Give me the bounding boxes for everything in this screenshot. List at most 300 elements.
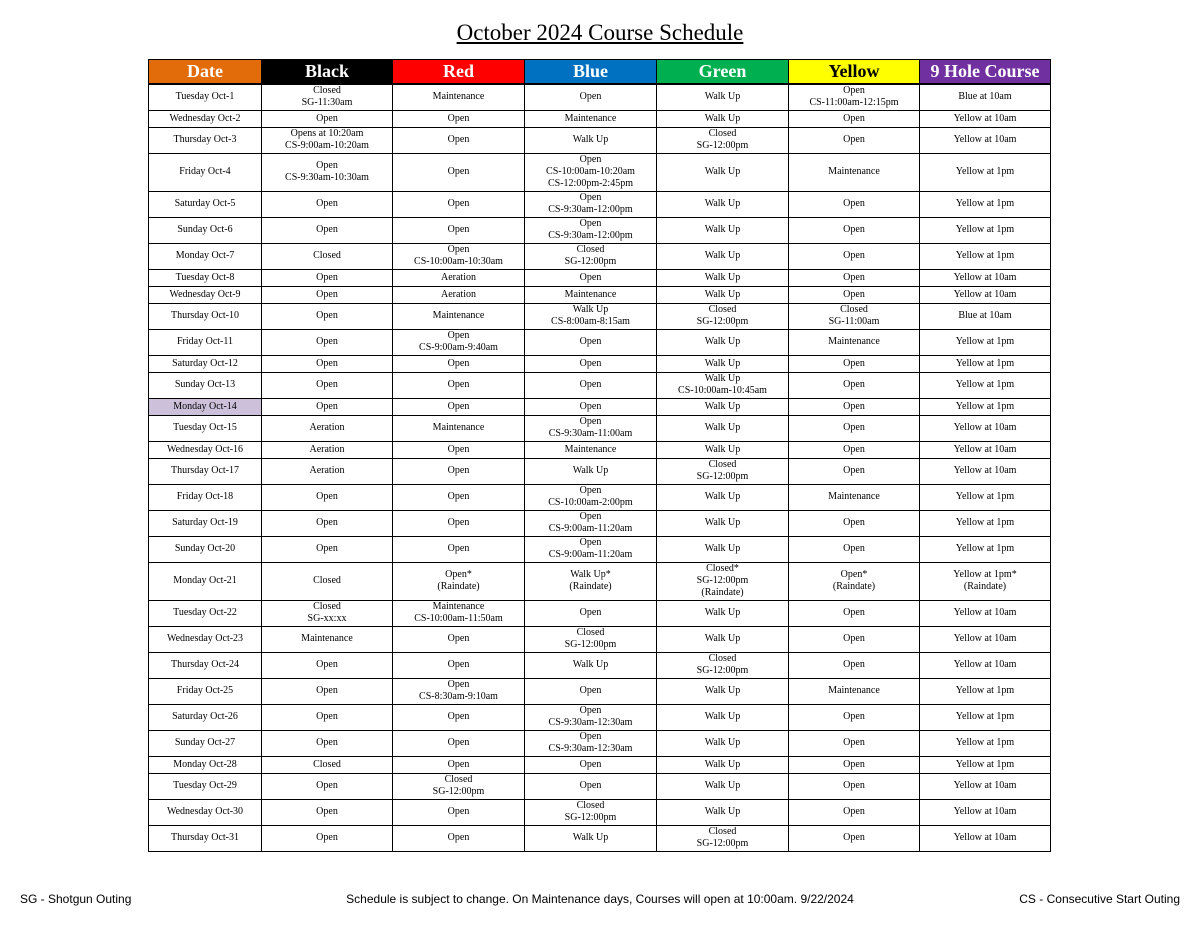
cell-blue <box>525 441 657 458</box>
cell-text: CS-10:00am-10:30am <box>414 256 503 267</box>
cell-9-hole <box>920 191 1051 217</box>
cell-text: Yellow at 1pm <box>955 517 1015 528</box>
cell-black <box>262 415 393 441</box>
cell-red <box>393 458 525 484</box>
table-row <box>149 510 1051 536</box>
cell-9-hole <box>920 355 1051 372</box>
cell-text: SG-12:00pm <box>564 256 617 267</box>
cell-text: CS-9:00am-10:20am <box>285 140 369 151</box>
cell-text: Yellow at 1pm <box>955 491 1015 502</box>
cell-yellow <box>789 286 920 303</box>
table-row <box>149 458 1051 484</box>
table-row <box>149 600 1051 626</box>
cell-text: Maintenance <box>301 633 353 644</box>
cell-text: Closed <box>708 304 737 315</box>
cell-text: Open <box>447 224 470 235</box>
date-cell: Saturday Oct-5 <box>149 191 262 217</box>
cell-blue <box>525 329 657 355</box>
cell-9-hole <box>920 372 1051 398</box>
cell-black <box>262 303 393 329</box>
table-row <box>149 484 1051 510</box>
cell-9-hole <box>920 303 1051 329</box>
cell-green <box>657 678 789 704</box>
cell-text: Open <box>843 112 865 124</box>
cell-text: Walk Up <box>704 198 741 209</box>
table-row <box>149 398 1051 415</box>
cell-text: Maintenance <box>828 491 880 502</box>
cell-text: Open <box>316 659 338 670</box>
cell-yellow <box>789 243 920 269</box>
cell-red <box>393 600 525 626</box>
date-cell: Saturday Oct-12 <box>149 355 262 372</box>
table-row <box>149 441 1051 458</box>
cell-text: Yellow at 1pm <box>955 357 1015 369</box>
cell-blue <box>525 398 657 415</box>
table-row <box>149 626 1051 652</box>
cell-yellow <box>789 825 920 851</box>
footer-legend-sg: SG - Shotgun Outing <box>20 892 132 906</box>
cell-text: Maintenance <box>564 443 617 455</box>
cell-red <box>393 355 525 372</box>
cell-text: SG-12:00pm <box>696 665 749 676</box>
cell-text: Open <box>316 271 338 283</box>
cell-black <box>262 191 393 217</box>
cell-black <box>262 269 393 286</box>
cell-blue <box>525 303 657 329</box>
cell-text: Closed <box>708 826 737 837</box>
cell-black <box>262 153 393 191</box>
cell-yellow <box>789 600 920 626</box>
cell-9-hole <box>920 730 1051 756</box>
cell-green <box>657 773 789 799</box>
cell-green <box>657 243 789 269</box>
cell-text: SG-11:00am <box>828 316 880 327</box>
cell-text: Yellow at 10am <box>953 443 1017 455</box>
column-header-black: Black <box>262 60 393 85</box>
date-cell: Wednesday Oct-23 <box>149 626 262 652</box>
cell-text: Closed <box>576 244 605 255</box>
cell-text: Walk Up <box>704 711 741 722</box>
date-cell: Tuesday Oct-15 <box>149 415 262 441</box>
cell-blue <box>525 84 657 110</box>
cell-text: Closed <box>313 85 341 97</box>
cell-blue <box>525 286 657 303</box>
cell-text: Open <box>316 400 338 412</box>
cell-blue <box>525 799 657 825</box>
cell-text: Open <box>579 336 602 347</box>
cell-black <box>262 510 393 536</box>
cell-yellow <box>789 110 920 127</box>
cell-text: Open <box>447 379 470 390</box>
cell-text: Open <box>316 288 338 300</box>
cell-black <box>262 536 393 562</box>
cell-text: Aeration <box>309 443 345 455</box>
cell-text: Walk Up <box>704 400 741 412</box>
cell-9-hole <box>920 127 1051 153</box>
cell-green <box>657 536 789 562</box>
cell-text: Open <box>843 224 865 235</box>
cell-text: Closed <box>444 774 473 785</box>
cell-blue <box>525 110 657 127</box>
cell-text: Yellow at 1pm* <box>953 569 1017 580</box>
cell-text: Yellow at 10am <box>953 832 1017 843</box>
cell-text: Closed <box>840 304 868 315</box>
cell-text: Open <box>579 154 602 165</box>
table-row <box>149 243 1051 269</box>
table-row <box>149 756 1051 773</box>
cell-yellow <box>789 704 920 730</box>
cell-text: (Raindate) <box>437 581 480 592</box>
cell-text: Open <box>579 416 602 427</box>
table-row <box>149 286 1051 303</box>
cell-yellow <box>789 799 920 825</box>
cell-text: Aeration <box>309 465 345 476</box>
cell-yellow <box>789 303 920 329</box>
cell-red <box>393 153 525 191</box>
cell-black <box>262 484 393 510</box>
cell-text: Walk Up <box>704 443 741 455</box>
cell-red <box>393 652 525 678</box>
cell-text: Open <box>316 379 338 390</box>
cell-red <box>393 84 525 110</box>
cell-9-hole <box>920 243 1051 269</box>
cell-blue <box>525 600 657 626</box>
cell-text: (Raindate) <box>569 581 612 592</box>
cell-text: CS-10:00am-2:00pm <box>548 497 633 508</box>
cell-text: Open <box>579 705 602 716</box>
date-cell: Monday Oct-7 <box>149 243 262 269</box>
cell-9-hole <box>920 458 1051 484</box>
header-row <box>149 60 1051 85</box>
cell-text: Open <box>316 160 338 171</box>
cell-text: Open <box>579 91 602 103</box>
page-title: October 2024 Course Schedule <box>456 20 744 45</box>
cell-yellow <box>789 773 920 799</box>
cell-text: Walk Up <box>704 166 741 177</box>
cell-green <box>657 110 789 127</box>
table-row <box>149 678 1051 704</box>
cell-9-hole <box>920 484 1051 510</box>
cell-yellow <box>789 536 920 562</box>
table-row <box>149 730 1051 756</box>
cell-text: Yellow at 10am <box>953 465 1017 476</box>
cell-text: Walk Up <box>704 373 741 384</box>
cell-black <box>262 84 393 110</box>
cell-green <box>657 286 789 303</box>
cell-text: Walk Up* <box>570 569 611 580</box>
footer-legend-cs: CS - Consecutive Start Outing <box>1019 892 1180 906</box>
cell-yellow <box>789 562 920 600</box>
cell-blue <box>525 510 657 536</box>
cell-yellow <box>789 756 920 773</box>
date-cell: Tuesday Oct-8 <box>149 269 262 286</box>
cell-text: Yellow at 1pm <box>955 685 1015 696</box>
cell-black <box>262 730 393 756</box>
cell-yellow <box>789 441 920 458</box>
table-row <box>149 127 1051 153</box>
cell-black <box>262 127 393 153</box>
cell-red <box>393 510 525 536</box>
cell-text: Open <box>579 780 602 791</box>
cell-text: Yellow at 1pm <box>955 400 1015 412</box>
cell-yellow <box>789 127 920 153</box>
cell-9-hole <box>920 510 1051 536</box>
cell-yellow <box>789 355 920 372</box>
cell-blue <box>525 626 657 652</box>
cell-text: Open <box>316 112 338 124</box>
date-cell: Wednesday Oct-16 <box>149 441 262 458</box>
cell-text: Open <box>843 288 865 300</box>
cell-green <box>657 191 789 217</box>
cell-text: Open <box>843 379 865 390</box>
cell-9-hole <box>920 678 1051 704</box>
cell-text: Open <box>843 659 865 670</box>
cell-text: Maintenance <box>432 91 485 103</box>
cell-blue <box>525 217 657 243</box>
date-cell: Wednesday Oct-2 <box>149 110 262 127</box>
cell-green <box>657 484 789 510</box>
cell-text: Yellow at 1pm <box>955 543 1015 554</box>
date-cell: Monday Oct-21 <box>149 562 262 600</box>
cell-text: Open <box>316 336 338 347</box>
cell-text: Open <box>316 224 338 235</box>
cell-text: Walk Up <box>704 288 741 300</box>
cell-black <box>262 372 393 398</box>
cell-text: Open <box>447 806 470 817</box>
cell-text: Open <box>447 737 470 748</box>
cell-red <box>393 799 525 825</box>
cell-yellow <box>789 217 920 243</box>
cell-blue <box>525 355 657 372</box>
cell-yellow <box>789 398 920 415</box>
cell-green <box>657 398 789 415</box>
cell-text: Walk Up <box>704 780 741 791</box>
cell-text: Yellow at 1pm <box>955 224 1015 235</box>
cell-text: Yellow at 10am <box>953 607 1017 618</box>
cell-text: Open <box>843 134 865 145</box>
cell-red <box>393 243 525 269</box>
cell-text: Closed <box>313 575 341 586</box>
cell-text: SG-12:00pm <box>696 575 749 586</box>
cell-text: Open <box>447 543 470 554</box>
cell-red <box>393 415 525 441</box>
cell-text: Walk Up <box>704 685 741 696</box>
cell-red <box>393 191 525 217</box>
date-cell: Thursday Oct-24 <box>149 652 262 678</box>
cell-text: Open <box>843 737 865 748</box>
cell-red <box>393 110 525 127</box>
cell-green <box>657 329 789 355</box>
cell-text: CS-9:30am-11:00am <box>548 428 633 439</box>
cell-yellow <box>789 372 920 398</box>
cell-green <box>657 626 789 652</box>
cell-text: Yellow at 1pm <box>955 250 1015 261</box>
cell-text: Yellow at 1pm <box>955 336 1015 347</box>
cell-9-hole <box>920 773 1051 799</box>
cell-red <box>393 269 525 286</box>
cell-text: CS-9:30am-10:30am <box>285 172 369 183</box>
cell-text: Open <box>447 491 470 502</box>
cell-text: Open <box>843 832 865 843</box>
cell-green <box>657 84 789 110</box>
cell-text: CS-11:00am-12:15pm <box>809 97 899 109</box>
cell-black <box>262 286 393 303</box>
cell-text: SG-xx:xx <box>307 613 347 624</box>
cell-text: Open <box>579 485 602 496</box>
cell-red <box>393 398 525 415</box>
cell-text: Open <box>316 832 338 843</box>
cell-text: Open <box>447 244 470 255</box>
cell-text: Open <box>316 543 338 554</box>
cell-text: Open <box>843 250 865 261</box>
cell-red <box>393 626 525 652</box>
cell-black <box>262 678 393 704</box>
cell-black <box>262 825 393 851</box>
date-cell: Sunday Oct-6 <box>149 217 262 243</box>
cell-text: CS-9:30am-12:00pm <box>548 230 633 241</box>
cell-blue <box>525 372 657 398</box>
cell-text: Yellow at 10am <box>953 659 1017 670</box>
cell-text: Open <box>843 271 865 283</box>
cell-black <box>262 355 393 372</box>
cell-9-hole <box>920 441 1051 458</box>
cell-blue <box>525 243 657 269</box>
cell-green <box>657 704 789 730</box>
cell-text: Open <box>579 271 602 283</box>
cell-text: Yellow at 10am <box>953 806 1017 817</box>
cell-yellow <box>789 730 920 756</box>
cell-text: Walk Up <box>704 607 741 618</box>
cell-text: Walk Up <box>704 336 741 347</box>
cell-text: CS-9:30am-12:30am <box>548 743 633 754</box>
cell-text: Yellow at 1pm <box>955 711 1015 722</box>
cell-blue <box>525 756 657 773</box>
cell-text: Open <box>447 330 470 341</box>
cell-black <box>262 441 393 458</box>
cell-text: Open <box>447 166 470 177</box>
schedule-body <box>149 84 1051 851</box>
cell-text: CS-12:00pm-2:45pm <box>547 178 633 189</box>
cell-text: (Raindate) <box>832 581 876 592</box>
cell-text: CS-9:00am-11:20am <box>548 523 633 534</box>
cell-red <box>393 286 525 303</box>
cell-text: Open <box>316 806 338 817</box>
cell-text: Yellow at 10am <box>953 271 1017 283</box>
cell-text: Open <box>843 780 865 791</box>
cell-blue <box>525 825 657 851</box>
cell-text: Aeration <box>441 271 476 283</box>
cell-text: Walk Up <box>704 633 741 644</box>
column-header-date: Date <box>149 60 262 85</box>
cell-yellow <box>789 652 920 678</box>
table-row <box>149 536 1051 562</box>
cell-text: (Raindate) <box>963 581 1007 592</box>
cell-text: Open <box>579 731 602 742</box>
table-row <box>149 303 1051 329</box>
cell-green <box>657 825 789 851</box>
cell-text: Open* <box>840 569 868 580</box>
cell-text: CS-10:00am-11:50am <box>414 613 503 624</box>
cell-black <box>262 756 393 773</box>
cell-text: Open <box>447 443 470 455</box>
cell-text: Open <box>447 711 470 722</box>
cell-text: Open <box>843 633 865 644</box>
date-cell: Sunday Oct-20 <box>149 536 262 562</box>
date-cell: Friday Oct-4 <box>149 153 262 191</box>
cell-text: Closed <box>576 627 605 638</box>
cell-text: Yellow at 10am <box>953 633 1017 644</box>
cell-text: Open <box>447 134 470 145</box>
cell-green <box>657 730 789 756</box>
cell-green <box>657 458 789 484</box>
cell-text: Maintenance <box>564 112 617 124</box>
date-cell: Tuesday Oct-1 <box>149 84 262 110</box>
cell-green <box>657 217 789 243</box>
cell-text: Walk Up <box>704 112 741 124</box>
cell-yellow <box>789 458 920 484</box>
cell-9-hole <box>920 536 1051 562</box>
cell-text: Walk Up <box>572 659 609 670</box>
cell-red <box>393 536 525 562</box>
cell-text: Walk Up <box>704 806 741 817</box>
cell-9-hole <box>920 415 1051 441</box>
cell-text: Open <box>843 711 865 722</box>
cell-text: Walk Up <box>704 224 741 235</box>
cell-text: Walk Up <box>704 543 741 554</box>
cell-text: Walk Up <box>704 422 741 433</box>
cell-text: Aeration <box>441 288 476 300</box>
cell-text: Open <box>579 379 602 390</box>
cell-yellow <box>789 269 920 286</box>
cell-red <box>393 756 525 773</box>
cell-text: CS-9:30am-12:30am <box>548 717 633 728</box>
cell-text: CS-9:30am-12:00pm <box>548 204 633 215</box>
cell-text: Open <box>843 400 865 412</box>
cell-black <box>262 626 393 652</box>
date-cell: Thursday Oct-10 <box>149 303 262 329</box>
cell-text: Maintenance <box>828 166 880 177</box>
cell-9-hole <box>920 84 1051 110</box>
cell-text: SG-11:30am <box>301 97 353 109</box>
date-cell: Wednesday Oct-30 <box>149 799 262 825</box>
cell-green <box>657 303 789 329</box>
cell-text: Open <box>447 112 470 124</box>
cell-text: CS-9:00am-9:40am <box>419 342 498 353</box>
cell-blue <box>525 153 657 191</box>
cell-yellow <box>789 626 920 652</box>
cell-text: Yellow at 10am <box>953 780 1017 791</box>
date-cell: Thursday Oct-31 <box>149 825 262 851</box>
cell-green <box>657 127 789 153</box>
cell-yellow <box>789 153 920 191</box>
table-row <box>149 562 1051 600</box>
cell-red <box>393 562 525 600</box>
cell-text: Open <box>579 758 602 770</box>
date-cell: Saturday Oct-26 <box>149 704 262 730</box>
cell-text: Open <box>316 198 338 209</box>
cell-text: Aeration <box>309 422 345 433</box>
cell-text: Walk Up <box>704 271 741 283</box>
cell-text: Open <box>316 517 338 528</box>
cell-red <box>393 730 525 756</box>
cell-blue <box>525 773 657 799</box>
cell-blue <box>525 269 657 286</box>
cell-text: Yellow at 10am <box>953 422 1017 433</box>
cell-red <box>393 217 525 243</box>
cell-text: Open <box>579 218 602 229</box>
cell-text: Open <box>579 400 602 412</box>
cell-text: Open <box>843 443 865 455</box>
